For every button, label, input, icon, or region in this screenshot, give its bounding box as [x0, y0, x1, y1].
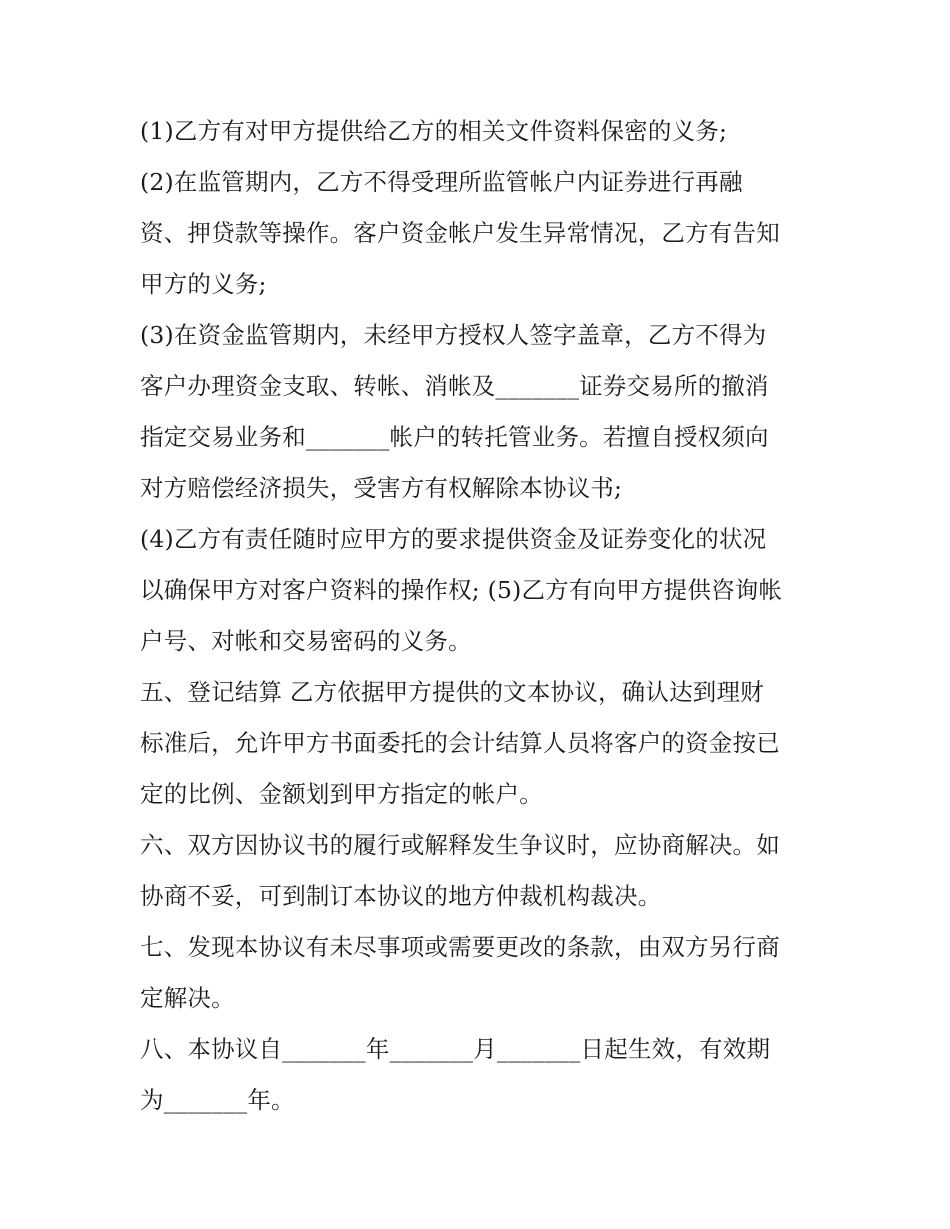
text-line: 以确保甲方对客户资料的操作权; (5)乙方有向甲方提供咨询帐: [140, 576, 783, 604]
text-line: (3)在资金监管期内，未经甲方授权人签字盖章，乙方不得为: [140, 321, 767, 349]
text-line: 甲方的义务;: [140, 270, 267, 298]
text-line: (2)在监管期内，乙方不得受理所监管帐户内证券进行再融: [140, 168, 743, 196]
text-line: 客户办理资金支取、转帐、消帐及_______证券交易所的撤消: [140, 372, 769, 400]
text-line: 指定交易业务和_______帐户的转托管业务。若擅自授权须向: [140, 423, 769, 451]
document-body: [140, 106, 820, 1126]
text-line: 定解决。: [140, 984, 235, 1012]
text-line: 对方赔偿经济损失，受害方有权解除本协议书;: [140, 474, 623, 502]
text-line: 八、本协议自_______年_______月_______日起生效，有效期: [140, 1035, 771, 1063]
text-line: 户号、对帐和交易密码的义务。: [140, 627, 472, 655]
text-line: 定的比例、金额划到甲方指定的帐户。: [140, 780, 543, 808]
text-line: 为_______年。: [140, 1086, 295, 1114]
text-line: 资、押贷款等操作。客户资金帐户发生异常情况，乙方有告知: [140, 219, 780, 247]
text-line: (1)乙方有对甲方提供给乙方的相关文件资料保密的义务;: [140, 117, 728, 145]
text-line: 协商不妥，可到制订本协议的地方仲裁机构裁决。: [140, 882, 662, 910]
text-line: 标准后，允许甲方书面委托的会计结算人员将客户的资金按已: [140, 729, 780, 757]
text-line: 五、登记结算 乙方依据甲方提供的文本协议，确认达到理财: [140, 678, 764, 706]
text-line: 六、双方因协议书的履行或解释发生争议时，应协商解决。如: [140, 831, 780, 859]
text-line: (4)乙方有责任随时应甲方的要求提供资金及证券变化的状况: [140, 525, 767, 553]
text-line: 七、发现本协议有未尽事项或需要更改的条款，由双方另行商: [140, 933, 780, 961]
